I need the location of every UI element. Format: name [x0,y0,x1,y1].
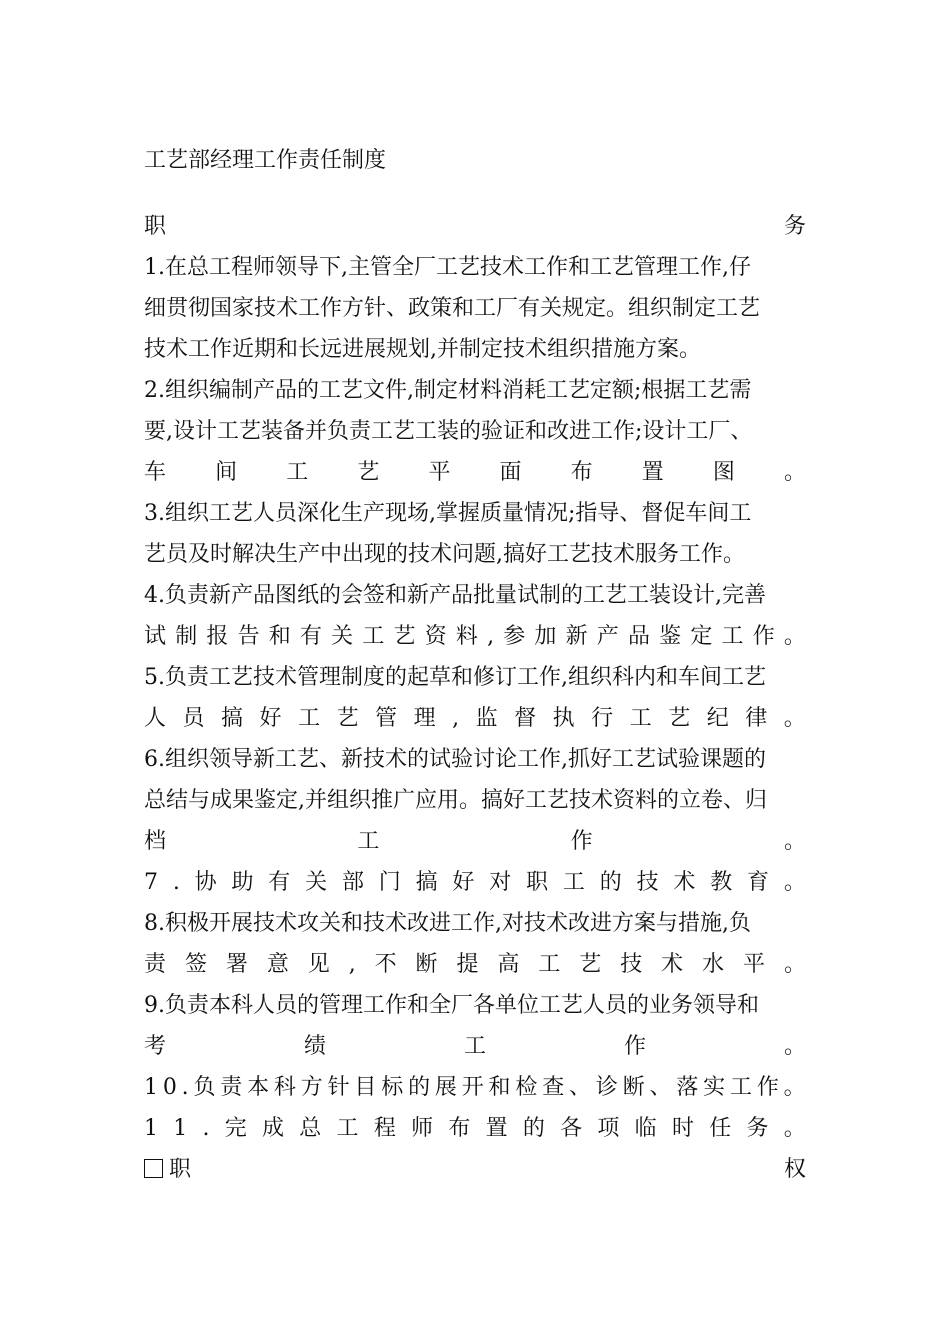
text-char: 参 [503,624,526,649]
text-line [144,1108,806,1149]
text-char: 。 [783,1116,806,1141]
text-char: 有 [268,870,291,895]
text-char: 临 [634,1116,657,1141]
text-char: 教 [710,870,733,895]
text-char: 作 [752,624,775,649]
text-char: 监 [475,706,498,731]
text-char: 助 [231,870,254,895]
text-char: 纪 [706,706,729,731]
text-line [144,1149,806,1190]
text-line: 9.负责本科人员的管理工作和全厂各单位工艺人员的业务领导和 [144,993,759,1018]
text-char: 1 [144,1116,158,1141]
text-char: 意 [266,952,289,977]
text-char: 艺 [579,952,602,977]
text-char: 产 [596,624,619,649]
text-char: 署 [225,952,248,977]
text-char: 部 [341,870,364,895]
text-char: 工 [629,706,652,731]
text-char: 艺 [393,624,416,649]
text-char: 完 [224,1116,247,1141]
text-char: 目 [354,1075,377,1100]
text-char: 项 [597,1116,620,1141]
text-char: 布 [570,460,593,485]
text-char: 作 [623,1034,646,1059]
text-char: , [348,952,356,977]
text-char: 。 [783,706,806,731]
text-char: 员 [182,706,205,731]
text-char: 图 [712,460,735,485]
text-char: 关 [305,870,328,895]
text-char: 检 [515,1075,538,1100]
text-char: 程 [373,1116,396,1141]
text-char: 的 [522,1116,545,1141]
text-char: 育 [747,870,770,895]
text-char: 律 [745,706,768,731]
text-char: 搞 [221,706,244,731]
text-line: 艺员及时解决生产中出现的技术问题,搞好工艺技术服务工作。 [144,542,745,567]
text-char: 。 [783,460,806,485]
text-char: 工 [357,829,380,854]
text-char: 作 [756,1075,779,1100]
text-char: 对 [489,870,512,895]
text-char: 工 [538,952,561,977]
text-char: , [487,624,495,649]
text-char: 试 [144,624,167,649]
text-char: 本 [247,1075,270,1100]
text-char: . [181,1075,189,1100]
text-line [144,1026,806,1067]
text-char: 工 [730,1075,753,1100]
text-char: 关 [331,624,354,649]
text-char: , [452,706,460,731]
text-line [144,698,806,739]
text-char: 技 [636,870,659,895]
text-char: 任 [709,1116,732,1141]
text-char: 。 [783,870,806,895]
text-char: 高 [497,952,520,977]
text-char: 工 [298,706,321,731]
text-char: 标 [381,1075,404,1100]
text-char: . [202,1116,210,1141]
text-char: 断 [622,1075,645,1100]
text-char: 的 [599,870,622,895]
text-char: 断 [415,952,438,977]
text-char: 新 [565,624,588,649]
text-char: 车 [144,460,167,485]
text-char: 考 [144,1034,167,1059]
text-char: 和 [488,1075,511,1100]
text-char: 面 [499,460,522,485]
text-char: 负 [193,1075,216,1100]
text-char: 各 [560,1116,583,1141]
text-char: 不 [374,952,397,977]
text-char: 职 [144,214,167,239]
text-char: 查 [542,1075,565,1100]
text-line: 2.组织编制产品的工艺文件,制定材料消耗工艺定额;根据工艺需 [144,378,752,403]
text-char: 术 [673,870,696,895]
text-char: 有 [299,624,322,649]
text-char: 平 [743,952,766,977]
text-line [144,821,806,862]
text-char: 水 [702,952,725,977]
text-char: 行 [591,706,614,731]
text-char: 权 [783,1157,806,1182]
text-char: 艺 [357,460,380,485]
text-char: 人 [144,706,167,731]
text-line: 1.在总工程师领导下,主管全厂工艺技术工作和工艺管理工作,仔 [144,255,751,280]
text-char: 职 [526,870,549,895]
text-line: 3.组织工艺人员深化生产现场,掌握质量情况;指导、督促车间工 [144,501,752,526]
text-char: 技 [620,952,643,977]
text-char: 搞 [415,870,438,895]
text-char: 职 [144,1149,191,1190]
text-char: 。 [783,1034,806,1059]
text-char: 艺 [336,706,359,731]
text-char: 方 [300,1075,323,1100]
document-body [144,206,806,1190]
text-char: 置 [485,1116,508,1141]
text-char: 门 [378,870,401,895]
text-char: 报 [206,624,229,649]
text-char: 理 [413,706,436,731]
text-line: 8.积极开展技术攻关和技术改进工作,对技术改进方案与措施,负 [144,911,751,936]
text-char: 。 [783,1075,806,1100]
text-char: 诊 [595,1075,618,1100]
text-char: 落 [676,1075,699,1100]
text-char: 品 [627,624,650,649]
text-char: 绩 [303,1034,326,1059]
text-char: 展 [434,1075,457,1100]
text-char: 和 [268,624,291,649]
text-char: 艺 [668,706,691,731]
text-char: 工 [463,1034,486,1059]
text-char: 协 [194,870,217,895]
text-char: 的 [408,1075,431,1100]
text-char: . [172,870,180,895]
text-char: 工 [562,870,585,895]
text-char: 总 [299,1116,322,1141]
text-char: 制 [175,624,198,649]
text-char: 好 [452,870,475,895]
text-char: 提 [456,952,479,977]
text-char: 资 [424,624,447,649]
text-char: 务 [746,1116,769,1141]
text-line: 4.负责新产品图纸的会签和新产品批量试制的工艺工装设计,完善 [144,583,766,608]
text-char: 务 [783,214,806,239]
checkbox-icon [144,1159,163,1178]
text-char: 术 [661,952,684,977]
text-line: 细贯彻国家技术工作方针、政策和工厂有关规定。组织制定工艺 [144,296,761,321]
text-char: 责 [220,1075,243,1100]
text-char: 针 [327,1075,350,1100]
text-char: 时 [671,1116,694,1141]
text-char: 告 [237,624,260,649]
text-char: 布 [448,1116,471,1141]
text-line: 5.负责工艺技术管理制度的起草和修订工作,组织科内和车间工艺 [144,665,766,690]
text-char: 、 [569,1075,592,1100]
text-char: 。 [783,624,806,649]
text-char: 好 [259,706,282,731]
text-char: 工 [336,1116,359,1141]
text-char: 责 [144,952,167,977]
text-char: 加 [534,624,557,649]
text-char: 工 [286,460,309,485]
document-title: 工艺部经理工作责任制度 [144,148,387,173]
text-line [144,206,806,247]
text-char: 1 [173,1116,188,1141]
text-char: 实 [703,1075,726,1100]
text-char: 平 [428,460,451,485]
text-char: 间 [215,460,238,485]
text-char: 档 [144,829,167,854]
text-char: 置 [641,460,664,485]
text-char: 1 [144,1075,158,1100]
text-line: 总结与成果鉴定,并组织推广应用。搞好工艺技术资料的立卷、归 [144,788,767,813]
text-char: 科 [273,1075,296,1100]
text-char: 0 [162,1075,177,1100]
text-line [144,1067,806,1108]
text-line [144,862,806,903]
text-char: 管 [375,706,398,731]
text-char: 定 [690,624,713,649]
text-char: 、 [649,1075,672,1100]
text-char: 签 [184,952,207,977]
text-char: 工 [362,624,385,649]
text-char: 督 [514,706,537,731]
text-line: 6.组织领导新工艺、新技术的试验讨论工作,抓好工艺试验课题的 [144,747,766,772]
text-line: 要,设计工艺装备并负责工艺工装的验证和改进工作;设计工厂、 [144,419,753,444]
text-char: 。 [783,829,806,854]
text-char: 。 [783,952,806,977]
text-char: 见 [307,952,330,977]
text-char: 作 [570,829,593,854]
text-char: 料 [455,624,478,649]
text-line [144,616,806,657]
text-line [144,452,806,493]
text-char: 师 [411,1116,434,1141]
text-char: 开 [461,1075,484,1100]
text-char: 成 [262,1116,285,1141]
text-char: 执 [552,706,575,731]
text-char: 鉴 [659,624,682,649]
text-char: 7 [144,870,158,895]
text-line: 技术工作近期和长远进展规划,并制定技术组织措施方案。 [144,337,701,362]
text-line [144,944,806,985]
text-char: 工 [721,624,744,649]
